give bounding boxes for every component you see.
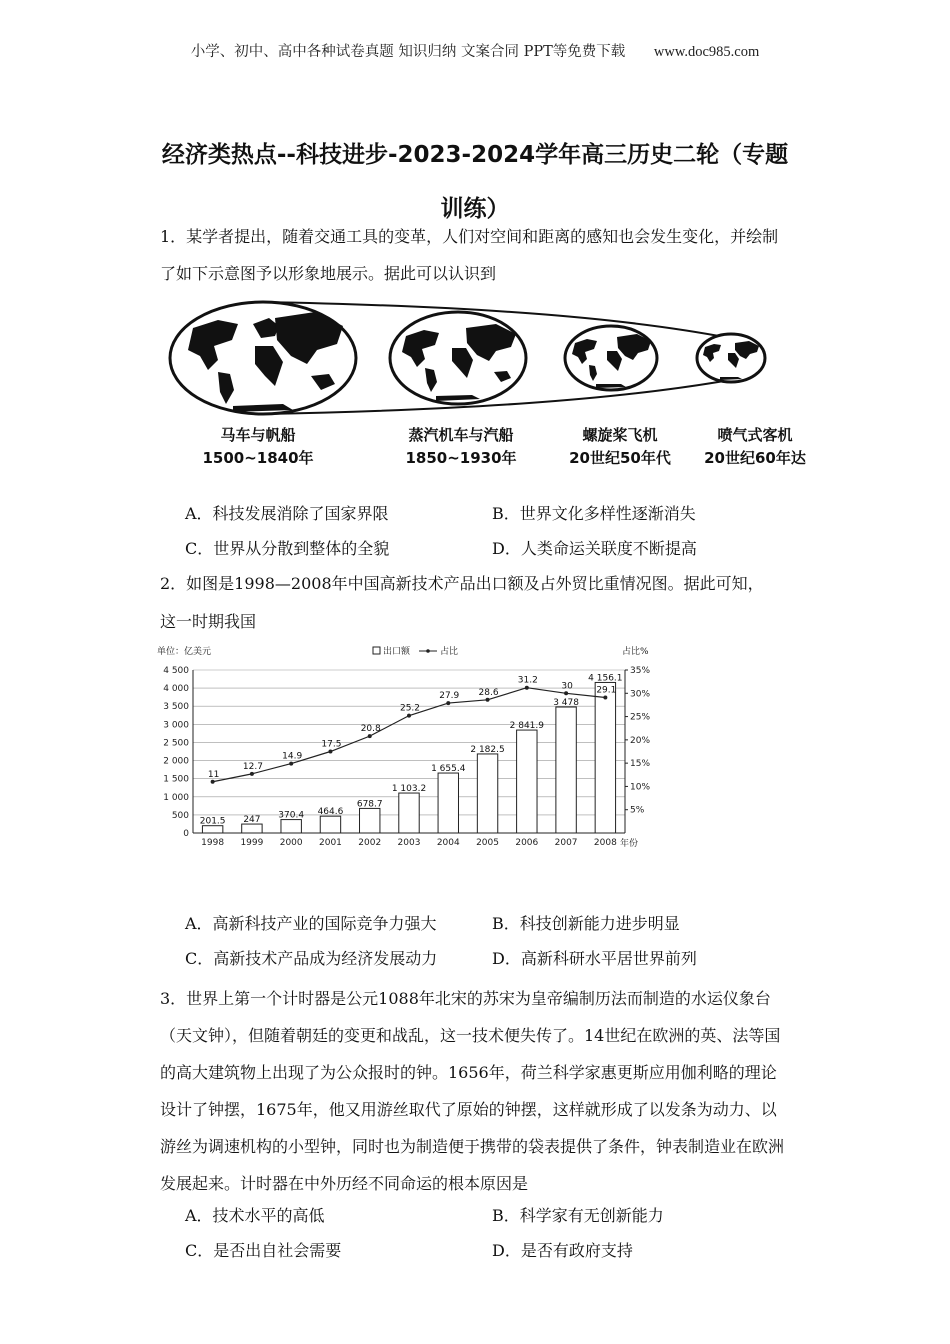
bar-value-label: 201.5 — [199, 816, 226, 827]
share-point — [446, 701, 450, 705]
globe-3 — [565, 326, 657, 390]
x-tick-label: 1998 — [201, 838, 225, 848]
header-site[interactable]: www.doc985.com — [653, 44, 760, 60]
bar — [556, 707, 576, 833]
y-tick-right: 35% — [630, 666, 651, 676]
globe-1-name: 马车与帆船 — [220, 426, 296, 444]
q3-text: 3．世界上第一个计时器是公元1088年北宋的苏宋为皇帝编制历法而制造的水运仪象台（天文钟），但随着朝廷的变更和战乱，这一技术便失传了。14世纪在欧洲的英、法等国的高大建筑物上出现了为公众报时的钟。1656年，荷兰科学家惠更斯应用伽利略的理论设计了钟摆，1675年，他又用游丝取代了原始的钟摆，这样就形成了以发条为动力、以游丝为调速机构的小型钟，同时也为制造便于携带的袋表提供了条件，钟表制造业在欧洲发展起来。计时器在中外历经不同命运的根本原因是 — [160, 989, 785, 1193]
share-value-label: 29.1 — [596, 685, 617, 696]
share-line — [213, 688, 606, 782]
share-point — [525, 686, 529, 690]
bar-value-label: 3 478 — [553, 698, 579, 709]
bar-value-label: 247 — [243, 815, 261, 826]
bar — [242, 824, 262, 833]
bar-value-label: 678.7 — [356, 799, 383, 810]
bar-value-label: 2 841.9 — [509, 721, 544, 732]
chart-unit-right: 占比% — [622, 647, 649, 657]
share-value-label: 17.5 — [321, 739, 342, 750]
y-tick-left: 500 — [171, 810, 189, 821]
globe-4-name: 喷气式客机 — [717, 426, 793, 444]
bar-value-label: 464.6 — [317, 807, 344, 818]
y-tick-right: 20% — [630, 735, 651, 746]
q2-option-c[interactable]: C．高新技术产品成为经济发展动力 — [185, 949, 438, 968]
q2-option-a[interactable]: A．高新科技产业的国际竞争力强大 — [185, 914, 437, 933]
y-tick-left: 2 000 — [163, 756, 189, 767]
page-header — [0, 40, 950, 61]
x-tick-label: 2007 — [554, 838, 578, 848]
bar-value-label: 2 182.5 — [470, 744, 505, 755]
y-tick-right: 25% — [630, 712, 651, 723]
globe-label-4 — [685, 424, 825, 470]
q1-text: 1．某学者提出，随着交通工具的变革，人们对空间和距离的感知也会发生变化，并绘制了如下示意图予以形象地展示。据此可以认识到 — [160, 227, 779, 283]
bar — [595, 682, 615, 833]
legend-line-label: 占比 — [440, 647, 459, 657]
y-tick-left: 1 000 — [163, 792, 189, 803]
globe-label-3 — [545, 424, 695, 470]
bar — [517, 730, 537, 833]
q3-option-d[interactable]: D．是否有政府支持 — [492, 1241, 633, 1260]
chart-unit-left: 单位：亿美元 — [157, 647, 212, 657]
x-tick-label: 2003 — [397, 838, 421, 848]
globe-4 — [697, 334, 765, 382]
y-tick-right: 15% — [630, 759, 651, 770]
bar — [202, 826, 222, 833]
q1-option-d[interactable]: D．人类命运关联度不断提高 — [492, 539, 697, 558]
q2-option-b[interactable]: B．科技创新能力进步明显 — [492, 914, 680, 933]
y-tick-left: 0 — [183, 829, 189, 839]
globe-label-1 — [183, 424, 333, 470]
bar — [360, 808, 380, 833]
x-tick-label: 2008 — [593, 838, 617, 848]
q1-option-a[interactable]: A．科技发展消除了国家界限 — [185, 504, 389, 523]
globe-1-period: 1500~1840年 — [202, 449, 314, 467]
globe-2-period: 1850~1930年 — [405, 449, 517, 467]
globe-3-name: 螺旋桨飞机 — [582, 426, 658, 444]
bar-value-label: 1 655.4 — [431, 764, 466, 775]
q1-option-c[interactable]: C．世界从分散到整体的全貌 — [185, 539, 390, 558]
bar-value-label: 1 103.2 — [391, 784, 427, 795]
globe-1 — [170, 302, 356, 414]
share-value-label: 27.9 — [439, 691, 460, 702]
share-point — [328, 750, 332, 754]
x-tick-label: 2006 — [515, 838, 539, 848]
bar — [320, 816, 340, 833]
y-tick-right: 5% — [630, 805, 645, 816]
share-point — [368, 734, 372, 738]
globe-2 — [390, 312, 526, 404]
bar-value-label: 4 156.1 — [588, 673, 623, 684]
chart-xlabel: 年份 — [620, 839, 639, 849]
bar — [477, 754, 497, 833]
share-value-label: 11 — [207, 769, 220, 780]
share-point — [211, 780, 215, 784]
x-tick-label: 2001 — [319, 838, 342, 848]
header-text: 小学、初中、高中各种试卷真题 知识归纳 文案合同 PPT等免费下载 — [190, 44, 626, 60]
q3-option-c[interactable]: C．是否出自社会需要 — [185, 1241, 342, 1260]
bar-value-label: 370.4 — [278, 810, 305, 821]
title-line-2: 训练） — [440, 196, 510, 222]
globe-label-2 — [386, 424, 536, 470]
share-value-label: 28.6 — [478, 687, 499, 698]
share-point — [250, 772, 254, 776]
globe-2-name: 蒸汽机车与汽船 — [408, 426, 514, 444]
share-value-label: 31.2 — [517, 675, 538, 686]
y-tick-left: 1 500 — [163, 774, 189, 785]
share-value-label: 14.9 — [282, 751, 303, 762]
globe-3-period: 20世纪50年代 — [569, 449, 671, 467]
x-tick-label: 1999 — [240, 838, 264, 848]
share-value-label: 12.7 — [242, 761, 263, 772]
y-tick-right: 30% — [630, 689, 651, 700]
bar — [281, 820, 301, 833]
globe-4-period: 20世纪60年达 — [704, 449, 806, 467]
share-point — [486, 698, 490, 702]
share-point — [564, 691, 568, 695]
legend-bar-label: 出口额 — [383, 647, 411, 657]
y-tick-left: 2 500 — [163, 738, 189, 749]
y-tick-right: 10% — [630, 782, 651, 793]
q3-option-b[interactable]: B．科学家有无创新能力 — [492, 1206, 664, 1225]
legend-bar-swatch — [373, 647, 380, 654]
x-tick-label: 2000 — [279, 838, 303, 848]
y-tick-left: 4 000 — [163, 684, 189, 695]
q2-text-line2: 这一时期我国 — [160, 612, 257, 631]
share-point — [407, 714, 411, 718]
share-value-label: 25.2 — [399, 703, 421, 714]
q2-option-d[interactable]: D．高新科研水平居世界前列 — [492, 949, 697, 968]
y-tick-left: 4 500 — [163, 666, 189, 676]
share-point — [289, 762, 293, 766]
x-tick-label: 2002 — [358, 838, 382, 848]
share-value-label: 20.8 — [360, 724, 381, 735]
y-tick-left: 3 000 — [163, 720, 189, 731]
bar — [399, 793, 419, 833]
q2-text-line1: 2．如图是1998—2008年中国高新技术产品出口额及占外贸比重情况图。据此可知， — [160, 574, 764, 593]
q1-option-b[interactable]: B．世界文化多样性逐渐消失 — [492, 504, 696, 523]
legend-line-dot — [426, 649, 430, 653]
share-point — [603, 695, 607, 699]
share-value-label: 30 — [561, 681, 573, 692]
x-tick-label: 2005 — [476, 838, 499, 848]
export-chart — [155, 642, 665, 857]
title-line-1: 经济类热点--科技进步-2023-2024学年高三历史二轮（专题 — [161, 142, 789, 168]
globes-figure — [165, 296, 785, 422]
bar — [438, 773, 458, 833]
x-tick-label: 2004 — [436, 838, 460, 848]
q3-option-a[interactable]: A．技术水平的高低 — [185, 1206, 325, 1225]
y-tick-left: 3 500 — [163, 702, 189, 713]
